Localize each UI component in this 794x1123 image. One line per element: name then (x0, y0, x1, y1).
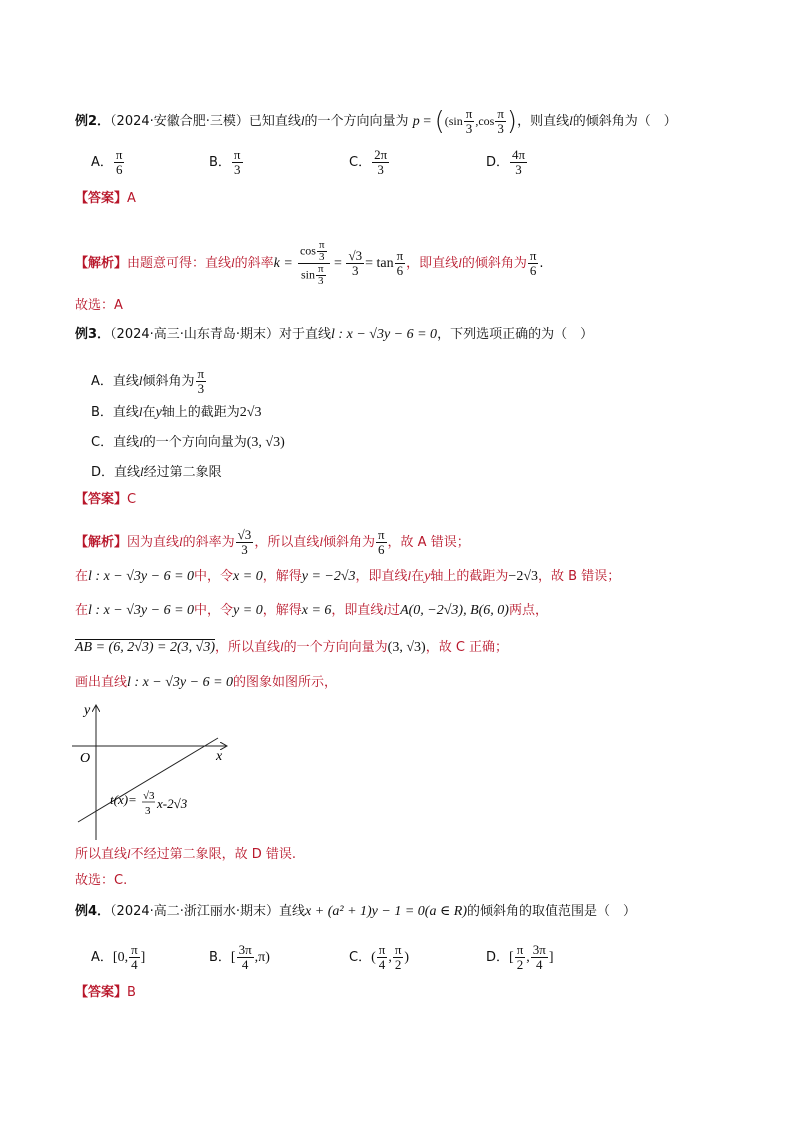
line-graph (68, 700, 238, 845)
ex2-choose: 故选：A (75, 298, 123, 313)
y-axis-label: y (84, 703, 91, 718)
ex4-answer: 【答案】B (75, 985, 136, 1000)
ex3-analysis-line5: 画出直线l : x − √3y − 6 = 0的图象如图所示， (75, 675, 338, 690)
ex4-label: 例4． (75, 904, 111, 919)
ex3-analysis-line3: 在l : x − √3y − 6 = 0中，令y = 0，解得x = 6，即直线l过A(0, −2√3), B(6, 0)两点， (75, 602, 548, 618)
ex3-analysis-line6: 所以直线l不经过第二象限，故 D 错误. (75, 846, 297, 862)
ex2-label: 例2． (75, 114, 111, 129)
function-label-a: t(x)= (110, 792, 137, 807)
ex2-question: 例2．（2024·安徽合肥·三模）已知直线l的一个方向向量为 p = ((sin $\frac{\pi}{3}$ ,cos $\frac{\pi}{3}$ )，则直线l的倾斜角为（ ） (75, 106, 677, 137)
ex3-analysis-line4: AB = (6, 2√3) = 2(3, √3)，所以直线l的一个方向向量为(3, √3)，故 C 正确； (75, 639, 509, 655)
ex3-analysis-line2: 在l : x − √3y − 6 = 0中，令x = 0，解得y = −2√3，即直线l在y轴上的截距为−2√3，故 B 错误； (75, 568, 621, 584)
ex2-answer: 【答案】A (75, 191, 136, 206)
ex3-answer: 【答案】C (75, 492, 137, 507)
ex2-analysis: 【解析】由题意可得：直线l的斜率k = cos $\frac{\pi}{3}$ sin $\frac{\pi}{3}$ = $\frac{√3}{3}$ = tan $\frac{\pi}{6}$ ，即直线l的倾斜角为 $\frac{\pi}{6}$ . (75, 239, 544, 287)
ex3-choose: 故选：C. (75, 873, 128, 888)
ex3-question: 例3．（2024·高三·山东青岛·期末）对于直线l : x − √3y − 6 = 0，下列选项正确的为（ ） (75, 327, 594, 342)
x-axis-label: x (216, 749, 223, 764)
ex2-option-a[interactable]: A． $\frac{\pi}{6}$ (91, 147, 123, 177)
ex3-analysis-line1: 【解析】因为直线l的斜率为 $\frac{√3}{3}$ ，所以直线l倾斜角为 $\frac{\pi}{6}$ ，故 A 错误； (75, 527, 470, 557)
origin-label: O (80, 751, 91, 766)
ex3-option-a[interactable]: A．直线l倾斜角为 $\frac{\pi}{3}$ (91, 366, 205, 396)
ex4-option-d[interactable]: D．[ $\frac{\pi}{2}$ , $\frac{3\pi}{4}$ ] (486, 942, 554, 972)
ex4-option-b[interactable]: B．[ $\frac{3\pi}{4}$ ,π) (209, 942, 270, 972)
ex3-label: 例3． (75, 327, 111, 342)
ex2-option-c[interactable]: C． $\frac{2\pi}{3}$ (349, 147, 388, 177)
ex4-option-c[interactable]: C．( $\frac{\pi}{4}$ , $\frac{\pi}{2}$ ) (349, 942, 410, 972)
function-label-b: x-2√3 (157, 796, 188, 811)
ex3-option-b[interactable]: B．直线l在y轴上的截距为2√3 (91, 404, 262, 420)
function-label-den: 3 (145, 805, 151, 817)
function-label-num: √3 (143, 790, 155, 802)
ex4-option-a[interactable]: A．[0, $\frac{\pi}{4}$ ] (91, 942, 146, 972)
ex3-option-d[interactable]: D．直线l经过第二象限 (91, 464, 222, 480)
ex2-option-b[interactable]: B． $\frac{\pi}{3}$ (209, 147, 241, 177)
ex3-option-c[interactable]: C．直线l的一个方向向量为(3, √3) (91, 434, 285, 450)
ex4-question: 例4．（2024·高二·浙江丽水·期末）直线x + (a² + 1)y − 1 = 0(a ∈ R)的倾斜角的取值范围是（ ） (75, 904, 637, 919)
ex2-option-d[interactable]: D． $\frac{4\pi}{3}$ (486, 147, 526, 177)
vector-p: p (412, 114, 420, 129)
